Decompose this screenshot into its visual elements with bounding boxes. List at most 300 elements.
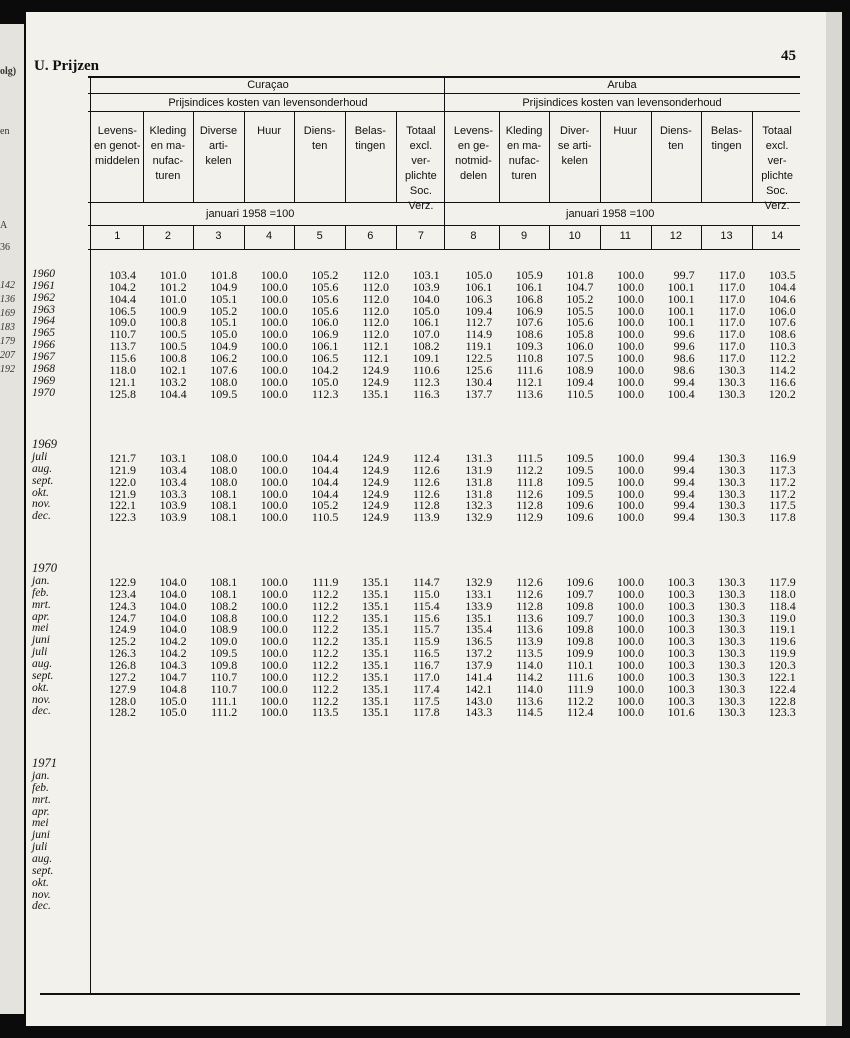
table-cell: 101.8 — [210, 268, 238, 282]
facing-fragment: 179 — [0, 336, 15, 347]
column-number-6: 6 — [367, 230, 374, 242]
table-cell: 104.0 — [159, 622, 187, 637]
facing-fragment: 136 — [0, 294, 15, 305]
table-cell: 133.9 — [465, 598, 493, 613]
table-cell: 113.5 — [311, 705, 339, 720]
table-cell: 130.3 — [718, 498, 746, 513]
table-cell: 135.1 — [465, 610, 493, 625]
column-rule — [345, 112, 346, 202]
column-number-5: 5 — [316, 230, 323, 242]
table-cell: 104.2 — [159, 646, 187, 661]
table-cell: 105.2 — [311, 498, 339, 513]
row-label: 1962 — [32, 291, 55, 304]
table-cell: 119.6 — [769, 634, 796, 649]
table-cell: 112.9 — [516, 510, 543, 525]
column-rule — [193, 226, 194, 249]
table-cell: 100.0 — [617, 386, 644, 401]
table-cell: 112.4 — [413, 451, 440, 465]
table-cell: 120.3 — [768, 657, 796, 672]
table-cell: 109.8 — [566, 634, 594, 649]
table-cell: 112.2 — [311, 586, 339, 601]
column-header-6: Belas- tingen — [354, 125, 386, 152]
table-cell: 112.8 — [516, 498, 543, 513]
column-rule — [294, 226, 295, 249]
row-label: jan. — [32, 575, 50, 587]
table-cell: 98.6 — [673, 350, 695, 365]
table-cell: 109.8 — [566, 622, 594, 637]
table-cell: 100.0 — [260, 339, 288, 354]
table-cell: 113.6 — [516, 386, 543, 401]
table-cell: 100.0 — [260, 705, 288, 720]
table-cell: 100.1 — [667, 315, 695, 330]
table-cell: 117.0 — [718, 350, 746, 365]
table-cell: 124.9 — [362, 510, 389, 525]
table-cell: 123.3 — [768, 705, 796, 720]
column-rule — [752, 112, 753, 202]
row-label: sept. — [32, 864, 54, 877]
base-curacao: januari 1958 =100 — [206, 208, 295, 220]
row-label: 1970 — [32, 386, 55, 399]
table-cell: 132.9 — [465, 510, 493, 525]
table-cell: 117.2 — [769, 486, 796, 501]
row-label: okt. — [32, 486, 49, 499]
column-number-1: 1 — [114, 230, 121, 242]
subtitle-curacao: Prijsindices kosten van levensonderhoud — [168, 97, 368, 109]
table-cell: 112.0 — [362, 279, 389, 294]
table-cell: 122.3 — [109, 510, 136, 525]
table-cell: 112.3 — [413, 374, 440, 389]
table-cell: 104.6 — [768, 291, 796, 306]
table-cell: 105.0 — [159, 693, 187, 708]
table-cell: 104.0 — [412, 291, 440, 306]
table-cell: 107.5 — [566, 350, 594, 365]
table-cell: 114.0 — [516, 681, 543, 696]
table-cell: 105.0 — [412, 303, 440, 318]
table-cell: 128.0 — [109, 693, 136, 708]
table-cell: 105.0 — [210, 327, 238, 342]
table-cell: 114.9 — [465, 327, 493, 342]
table-cell: 105.2 — [566, 291, 594, 306]
table-cell: 100.0 — [260, 634, 288, 649]
table-cell: 124.9 — [362, 374, 389, 389]
table-cell: 112.8 — [413, 498, 440, 513]
table-cell: 117.4 — [413, 681, 440, 696]
table-cell: 114.2 — [769, 362, 796, 377]
table-cell: 100.0 — [260, 681, 288, 696]
table-cell: 108.0 — [210, 374, 238, 389]
table-cell: 131.8 — [465, 474, 493, 489]
row-label: dec. — [32, 705, 51, 718]
table-cell: 121.7 — [109, 451, 136, 465]
table-cell: 100.0 — [617, 610, 644, 625]
table-cell: 109.4 — [465, 303, 493, 318]
table-cell: 117.0 — [718, 291, 746, 306]
column-header-4: Huur — [257, 125, 282, 137]
table-cell: 100.0 — [617, 634, 644, 649]
table-cell: 117.3 — [769, 462, 796, 477]
table-cell: 105.9 — [515, 268, 543, 282]
table-cell: 106.3 — [465, 291, 493, 306]
column-rule — [499, 226, 500, 249]
table-cell: 100.0 — [260, 693, 288, 708]
table-cell: 112.2 — [311, 669, 339, 684]
table-cell: 110.5 — [311, 510, 339, 525]
table-cell: 130.3 — [718, 586, 746, 601]
table-cell: 107.6 — [768, 315, 796, 330]
table-cell: 117.0 — [413, 669, 440, 684]
table-cell: 108.1 — [210, 486, 238, 501]
row-label: sept. — [32, 474, 54, 487]
table-cell: 122.5 — [465, 350, 493, 365]
table-cell: 107.0 — [412, 327, 440, 342]
row-label: 1967 — [32, 350, 55, 363]
table-cell: 122.1 — [109, 498, 136, 513]
table-cell: 119.1 — [465, 339, 493, 354]
table-cell: 99.4 — [673, 486, 695, 501]
column-number-13: 13 — [720, 230, 733, 242]
table-cell: 100.0 — [260, 451, 288, 465]
column-rule — [244, 226, 245, 249]
column-header-10: Diver- se arti- kelen — [557, 125, 592, 167]
row-label: apr. — [32, 610, 50, 623]
table-cell: 124.9 — [362, 474, 389, 489]
table-cell: 104.2 — [109, 279, 136, 294]
table-cell: 130.3 — [718, 510, 746, 525]
table-cell: 112.6 — [413, 486, 440, 501]
table-cell: 126.8 — [109, 657, 136, 672]
table-cell: 105.6 — [311, 279, 339, 294]
table-cell: 111.6 — [516, 362, 543, 377]
table-cell: 109.5 — [210, 646, 238, 661]
table-cell: 106.1 — [465, 279, 493, 294]
facing-fragment: 36 — [0, 242, 10, 253]
table-cell: 105.0 — [159, 705, 187, 720]
table-cell: 100.0 — [617, 350, 644, 365]
table-cell: 122.0 — [109, 474, 136, 489]
table-cell: 135.1 — [362, 610, 389, 625]
table-cell: 104.8 — [159, 681, 187, 696]
table-cell: 100.0 — [617, 657, 644, 672]
table-cell: 105.1 — [210, 315, 238, 330]
table-cell: 100.0 — [260, 279, 288, 294]
table-cell: 116.5 — [413, 646, 440, 661]
table-cell: 112.0 — [362, 291, 389, 306]
table-cell: 127.2 — [109, 669, 136, 684]
table-cell: 124.7 — [109, 610, 136, 625]
row-label: mrt. — [32, 793, 51, 806]
column-header-14: Totaal excl. ver- plichte Soc. Verz. — [761, 125, 793, 212]
facing-page-edge — [0, 24, 24, 1014]
table-cell: 109.5 — [566, 451, 594, 465]
column-rule — [499, 112, 500, 202]
table-cell: 122.4 — [768, 681, 796, 696]
table-cell: 105.5 — [566, 303, 594, 318]
column-header-9: Kleding en ma- nufac- turen — [505, 125, 543, 182]
table-cell: 130.3 — [718, 693, 746, 708]
row-label: feb. — [32, 781, 49, 794]
table-cell: 104.3 — [159, 657, 187, 672]
column-number-4: 4 — [266, 230, 273, 242]
table-cell: 101.0 — [159, 291, 187, 306]
table-cell: 99.6 — [673, 327, 695, 342]
section-title: U. Prijzen — [34, 58, 99, 74]
table-cell: 130.3 — [718, 681, 746, 696]
table-cell: 100.3 — [667, 610, 695, 625]
table-cell: 122.8 — [768, 693, 796, 708]
table-cell: 130.3 — [718, 669, 746, 684]
table-cell: 100.0 — [260, 498, 288, 513]
rule-bottom — [40, 993, 800, 995]
table-cell: 100.3 — [667, 693, 695, 708]
table-cell: 125.6 — [465, 362, 493, 377]
table-cell: 100.0 — [260, 362, 288, 377]
table-cell: 124.9 — [362, 462, 389, 477]
table-cell: 111.5 — [516, 451, 543, 465]
table-cell: 108.1 — [210, 510, 238, 525]
table-cell: 100.0 — [617, 374, 644, 389]
column-rule — [396, 112, 397, 202]
table-cell: 113.9 — [413, 510, 440, 525]
table-cell: 100.3 — [667, 681, 695, 696]
table-cell: 104.7 — [566, 279, 594, 294]
table-cell: 103.4 — [159, 474, 187, 489]
row-label: 1966 — [32, 339, 55, 352]
table-cell: 119.1 — [769, 622, 796, 637]
table-cell: 105.0 — [311, 374, 339, 389]
table-cell: 100.0 — [260, 303, 288, 318]
table-cell: 108.0 — [210, 474, 238, 489]
column-rule — [143, 112, 144, 202]
column-rule — [651, 112, 652, 202]
table-cell: 112.6 — [516, 586, 543, 601]
column-number-2: 2 — [164, 230, 171, 242]
table-cell: 112.2 — [311, 693, 339, 708]
table-cell: 100.0 — [617, 291, 644, 306]
table-cell: 105.2 — [210, 303, 238, 318]
column-rule — [701, 112, 702, 202]
table-cell: 135.1 — [362, 634, 389, 649]
column-rule — [549, 112, 550, 202]
table-cell: 111.1 — [211, 693, 238, 708]
table-cell: 104.4 — [768, 279, 796, 294]
table-cell: 117.8 — [413, 705, 440, 720]
column-number-8: 8 — [470, 230, 477, 242]
table-cell: 130.3 — [718, 474, 746, 489]
subtitle-aruba: Prijsindices kosten van levensonderhoud — [522, 97, 722, 109]
facing-fragment: 207 — [0, 350, 15, 361]
table-cell: 100.0 — [260, 386, 288, 401]
table-cell: 112.6 — [413, 474, 440, 489]
table-cell: 112.2 — [311, 598, 339, 613]
table-cell: 130.3 — [718, 362, 746, 377]
row-label: 1968 — [32, 362, 55, 375]
row-label: 1963 — [32, 303, 55, 316]
table-cell: 110.5 — [566, 386, 594, 401]
table-cell: 112.6 — [516, 486, 543, 501]
row-label: mrt. — [32, 598, 51, 611]
table-cell: 105.8 — [566, 327, 594, 342]
column-number-9: 9 — [521, 230, 528, 242]
table-cell: 124.9 — [109, 622, 136, 637]
page-number: 45 — [781, 48, 796, 64]
table-cell: 136.5 — [465, 634, 493, 649]
table-cell: 100.3 — [667, 586, 695, 601]
column-rule — [294, 112, 295, 202]
table-cell: 116.9 — [769, 451, 796, 465]
row-label: juli — [32, 841, 48, 854]
table-cell: 112.2 — [311, 657, 339, 672]
table-cell: 115.6 — [109, 350, 136, 365]
table-cell: 105.2 — [311, 268, 339, 282]
table-cell: 141.4 — [465, 669, 493, 684]
row-label: juli — [32, 451, 48, 463]
table-cell: 100.8 — [159, 315, 187, 330]
table-cell: 105.0 — [465, 268, 493, 282]
table-cell: 112.0 — [362, 303, 389, 318]
table-cell: 103.4 — [109, 268, 136, 282]
row-label: mei — [32, 817, 49, 830]
table-cell: 121.1 — [109, 374, 136, 389]
row-label: 1964 — [32, 315, 55, 328]
table-cell: 109.0 — [210, 634, 238, 649]
column-header-7: Totaal excl. ver- plichte Soc. Verz. — [404, 125, 437, 212]
table-cell: 115.4 — [413, 598, 440, 613]
table-cell: 117.9 — [769, 575, 796, 589]
table-cell: 99.4 — [673, 510, 695, 525]
table-cell: 130.3 — [718, 575, 746, 589]
table-cell: 106.9 — [311, 327, 339, 342]
table-cell: 100.0 — [617, 575, 644, 589]
table-cell: 135.1 — [362, 575, 389, 589]
table-cell: 104.0 — [159, 575, 187, 589]
table-cell: 117.5 — [413, 693, 440, 708]
row-label: okt. — [32, 681, 49, 694]
table-cell: 113.6 — [516, 693, 543, 708]
table-cell: 109.6 — [566, 510, 594, 525]
row-label: dec. — [32, 510, 51, 523]
table-cell: 135.1 — [362, 657, 389, 672]
document-page — [26, 12, 826, 1026]
table-cell: 135.1 — [362, 669, 389, 684]
table-cell: 130.3 — [718, 386, 746, 401]
table-cell: 100.4 — [667, 386, 695, 401]
table-cell: 128.2 — [109, 705, 136, 720]
column-rule — [701, 226, 702, 249]
table-cell: 121.9 — [109, 462, 136, 477]
table-cell: 135.1 — [362, 598, 389, 613]
table-cell: 100.0 — [260, 350, 288, 365]
table-cell: 100.0 — [260, 315, 288, 330]
table-cell: 130.3 — [718, 610, 746, 625]
table-cell: 101.2 — [159, 279, 187, 294]
table-cell: 106.2 — [210, 350, 238, 365]
table-cell: 109.8 — [566, 598, 594, 613]
table-cell: 98.6 — [673, 362, 695, 377]
column-number-3: 3 — [215, 230, 222, 242]
row-label: dec. — [32, 900, 51, 913]
table-cell: 108.6 — [768, 327, 796, 342]
column-number-10: 10 — [568, 230, 581, 242]
table-cell: 110.8 — [516, 350, 543, 365]
table-cell: 106.1 — [311, 339, 339, 354]
table-cell: 112.6 — [413, 462, 440, 477]
table-cell: 100.1 — [667, 279, 695, 294]
row-label: juni — [32, 634, 50, 647]
table-cell: 115.6 — [413, 610, 440, 625]
table-cell: 100.0 — [260, 374, 288, 389]
table-cell: 108.1 — [210, 575, 238, 589]
row-label: juni — [32, 829, 50, 842]
table-cell: 112.2 — [311, 646, 339, 661]
table-cell: 100.0 — [260, 622, 288, 637]
table-cell: 124.9 — [362, 451, 389, 465]
table-cell: 106.1 — [412, 315, 440, 330]
table-cell: 118.0 — [769, 586, 796, 601]
facing-fragment: 192 — [0, 364, 15, 375]
table-cell: 106.9 — [515, 303, 543, 318]
table-cell: 109.5 — [566, 486, 594, 501]
table-cell: 137.2 — [465, 646, 493, 661]
table-cell: 100.8 — [159, 350, 187, 365]
table-cell: 105.6 — [566, 315, 594, 330]
table-cell: 100.0 — [260, 486, 288, 501]
table-cell: 103.1 — [412, 268, 440, 282]
table-cell: 100.0 — [617, 510, 644, 525]
row-label: juli — [32, 646, 48, 659]
table-cell: 131.3 — [465, 451, 493, 465]
table-cell: 107.6 — [515, 315, 543, 330]
table-cell: 100.9 — [159, 303, 187, 318]
table-cell: 100.0 — [617, 598, 644, 613]
column-header-3: Diverse arti- kelen — [199, 125, 238, 167]
table-cell: 112.2 — [516, 462, 543, 477]
table-cell: 118.4 — [769, 598, 796, 613]
table-cell: 104.7 — [159, 669, 187, 684]
column-rule — [651, 226, 652, 249]
table-cell: 106.1 — [515, 279, 543, 294]
table-cell: 135.1 — [362, 622, 389, 637]
table-cell: 104.9 — [210, 339, 238, 354]
table-cell: 135.1 — [362, 646, 389, 661]
table-cell: 106.0 — [311, 315, 339, 330]
table-cell: 121.9 — [109, 486, 136, 501]
table-cell: 120.2 — [768, 386, 796, 401]
table-cell: 117.0 — [718, 303, 746, 318]
table-cell: 100.0 — [617, 474, 644, 489]
table-cell: 112.1 — [362, 350, 389, 365]
table-cell: 104.4 — [311, 474, 339, 489]
table-cell: 103.9 — [159, 510, 187, 525]
table-cell: 114.7 — [413, 575, 440, 589]
table-cell: 109.5 — [566, 474, 594, 489]
table-cell: 104.0 — [159, 598, 187, 613]
table-cell: 130.3 — [718, 598, 746, 613]
table-cell: 112.1 — [362, 339, 389, 354]
table-cell: 113.9 — [516, 634, 543, 649]
table-cell: 108.9 — [210, 622, 238, 637]
table-cell: 135.1 — [362, 586, 389, 601]
table-cell: 105.1 — [210, 291, 238, 306]
column-rule — [600, 112, 601, 202]
table-cell: 108.1 — [210, 498, 238, 513]
table-cell: 104.4 — [159, 386, 187, 401]
table-cell: 123.4 — [109, 586, 136, 601]
table-cell: 100.0 — [617, 315, 644, 330]
table-cell: 108.8 — [210, 610, 238, 625]
column-number-12: 12 — [669, 230, 683, 242]
table-cell: 100.3 — [667, 598, 695, 613]
region-aruba: Aruba — [607, 79, 637, 91]
